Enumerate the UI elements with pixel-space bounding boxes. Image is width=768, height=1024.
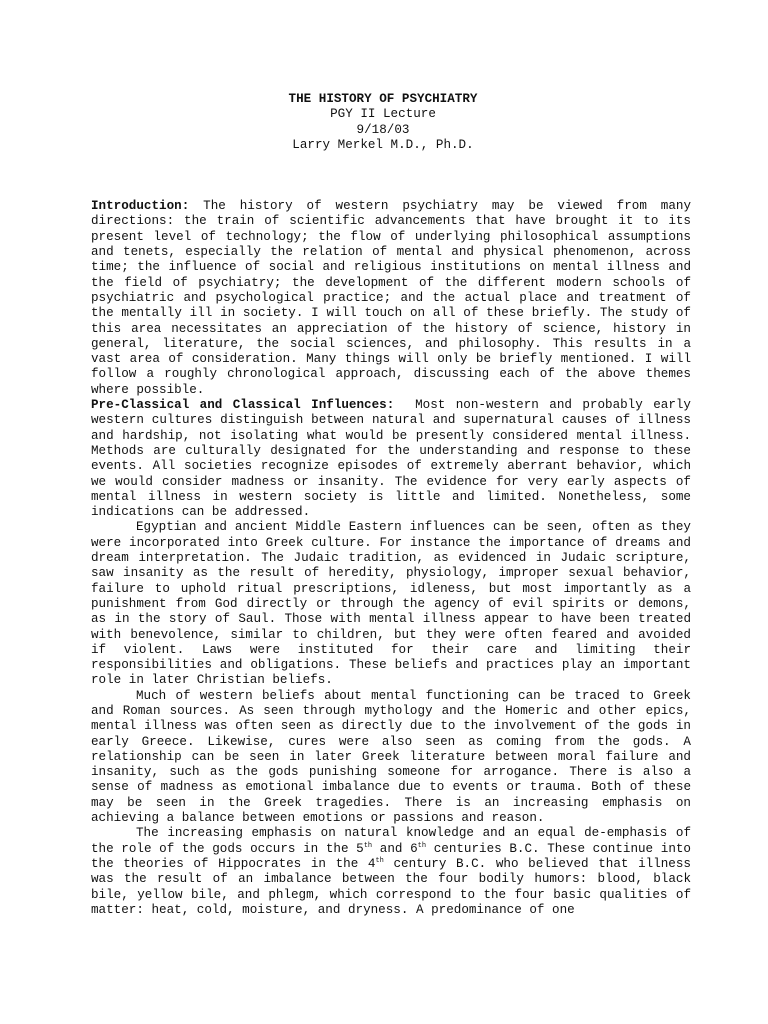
natural-knowledge-paragraph xyxy=(91,826,691,918)
introduction-paragraph xyxy=(91,199,691,398)
header-spacer xyxy=(91,153,691,199)
natural-knowledge-text-3: centuries B.C. These continue into the theories of Hippocrates in the 4 xyxy=(91,841,691,871)
egyptian-paragraph: Egyptian and ancient Middle Eastern influences can be seen, often as they were incorporated into Greek culture. For instance the importance of dreams and dream interpretation. The Judaic tradition, as evidenced in Judaic scripture, saw insanity as the result of heredity, physiology, improper sexual behavior, failure to uphold ritual prescriptions, idleness, but most importantly as a punishment from God directly or through the agency of evil spirits or demons, as in the story of Saul. Those with mental illness appear to have been treated with benevolence, similar to children, but they were often feared and avoided if violent. Laws were instituted for their care and limiting their responsibilities and obligations. These beliefs and practices play an important role in later Christian beliefs. xyxy=(91,520,691,688)
preclassical-text: Most non-western and probably early western cultures distinguish between natural and supernatural causes of illness and hardship, not isolating what would be presently considered mental illness. Methods are culturally designated for the understanding and response to these events. All societies recognize episodes of extremely aberrant behavior, which we would consider madness or insanity. The evidence for very early aspects of mental illness in western society is little and limited. Nonetheless, some indications can be addressed. xyxy=(91,398,691,520)
document-date: 9/18/03 xyxy=(356,122,410,137)
document-page xyxy=(91,92,691,918)
superscript-th-2: th xyxy=(417,841,427,850)
natural-knowledge-text-1: The increasing emphasis on natural knowledge and an equal de-emphasis of the role of the gods occurs in the 5 xyxy=(91,826,691,856)
document-header xyxy=(75,92,691,153)
document-subtitle: PGY II Lecture xyxy=(330,107,436,122)
introduction-text: The history of western psychiatry may be viewed from many directions: the train of scientific advancements that have brought it to its present level of technology; the flow of underlying philosophical assumptions and tenets, especially the relation of mental and physical phenomenon, across time; the influence of social and religious institutions on mental illness and the field of psychiatry; the development of the different modern schools of psychiatric and psychological practice; and the actual place and treatment of the mentally ill in society. I will touch on all of these briefly. The study of this area necessitates an appreciation of the history of science, history in general, literature, the social sciences, and philosophy. This results in a vast area of consideration. Many things will only be briefly mentioned. I will follow a roughly chronological approach, discussing each of the above themes where possible. xyxy=(91,199,691,397)
natural-knowledge-text-2: and 6 xyxy=(372,841,418,856)
superscript-th-1: th xyxy=(363,841,373,850)
preclassical-heading: Pre-Classical and Classical Influences: xyxy=(91,398,395,413)
greek-paragraph: Much of western beliefs about mental functioning can be traced to Greek and Roman sources. As seen through mythology and the Homeric and other epics, mental illness was often seen as directly due to the involvement of the gods in early Greece. Likewise, cures were also seen as coming from the gods. A relationship can be seen in later Greek literature between moral failure and insanity, such as the gods punishing someone for arrogance. There is also a sense of madness as emotional imbalance due to events or trauma. Both of these may be seen in the Greek tragedies. There is an increasing emphasis on achieving a balance between emotions or passions and reason. xyxy=(91,688,691,826)
introduction-heading: Introduction: xyxy=(91,199,190,214)
document-author: Larry Merkel M.D., Ph.D. xyxy=(292,137,474,152)
superscript-th-3: th xyxy=(375,856,384,865)
natural-knowledge-text-4: century B.C. who believed that illness was the result of an imbalance between the four bodily humors: blood, black bile, yellow bile, and phlegm, which correspond to the four basic qualities of matter: heat, cold, moisture, and dryness. A predominance of one xyxy=(91,856,691,917)
document-title: THE HISTORY OF PSYCHIATRY xyxy=(288,92,478,106)
preclassical-paragraph xyxy=(91,398,691,520)
